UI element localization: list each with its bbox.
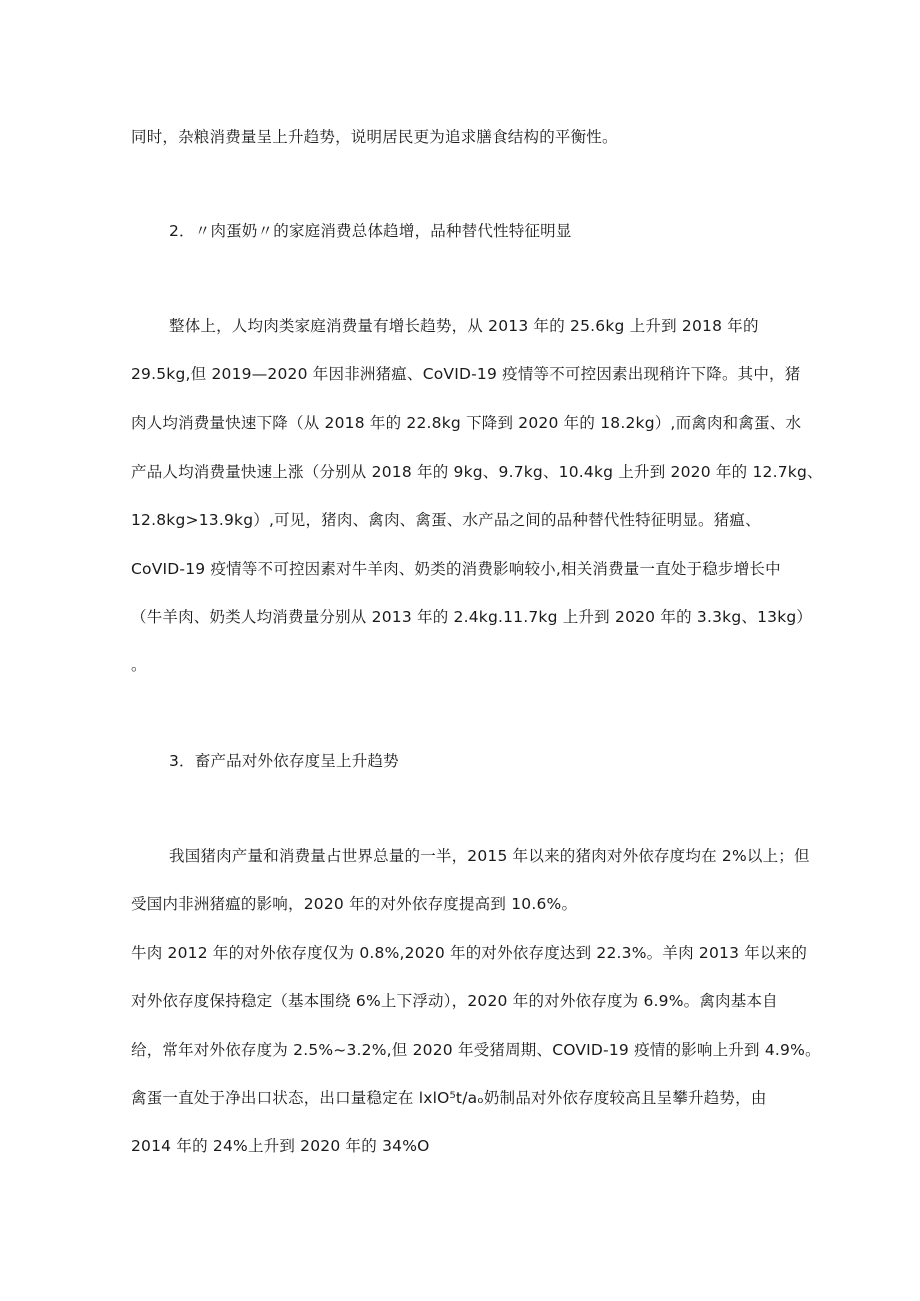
- paragraph-line: 我国猪肉产量和消费量占世界总量的一半，2015 年以来的猪肉对外依存度均在 2%以上；但: [169, 847, 810, 865]
- paragraph-line: 给，常年对外依存度为 2.5%~3.2%,但 2020 年受猪周期、COVID-19 疫情的影响上升到 4.9%。: [131, 1041, 821, 1059]
- paragraph-line: 12.8kg>13.9kg）,可见，猪肉、禽肉、禽蛋、水产品之间的品种替代性特征明显。猪瘟、: [131, 511, 761, 529]
- paragraph-line: 29.5kg,但 2019—2020 年因非洲猪瘟、CoVID-19 疫情等不可控因素出现稍许下降。其中，猪: [131, 365, 801, 383]
- paragraph-line: 牛肉 2012 年的对外依存度仅为 0.8%,2020 年的对外依存度达到 22.3%。羊肉 2013 年以来的: [131, 944, 808, 962]
- paragraph-line: 肉人均消费量快速下降（从 2018 年的 22.8kg 下降到 2020 年的 18.2kg）,而禽肉和禽蛋、水: [131, 414, 802, 432]
- paragraph-line: 产品人均消费量快速上涨（分别从 2018 年的 9kg、9.7kg、10.4kg 上升到 2020 年的 12.7kg、: [131, 463, 823, 481]
- paragraph-line: 整体上，人均肉类家庭消费量有增长趋势，从 2013 年的 25.6kg 上升到 2018 年的: [169, 317, 759, 335]
- paragraph-line: 2014 年的 24%上升到 2020 年的 34%O: [131, 1137, 430, 1155]
- paragraph-line: 。: [131, 656, 147, 674]
- paragraph-line: （牛羊肉、奶类人均消费量分别从 2013 年的 2.4kg.11.7kg 上升到 2020 年的 3.3kg、13kg）: [131, 608, 813, 626]
- intro-text-line: 同时，杂粮消费量呈上升趋势，说明居民更为追求膳食结构的平衡性。: [131, 128, 618, 146]
- section-2-heading: 2．〃肉蛋奶〃的家庭消费总体趋增，品种替代性特征明显: [169, 222, 572, 240]
- paragraph-line: 禽蛋一直处于净出口状态，出口量稳定在 lxlO⁵t∕aₒ奶制品对外依存度较高且呈攀升趋势，由: [131, 1089, 767, 1107]
- paragraph-line: 受国内非洲猪瘟的影响，2020 年的对外依存度提高到 10.6%。: [131, 895, 578, 913]
- paragraph-line: CoVID-19 疫情等不可控因素对牛羊肉、奶类的消费影响较小,相关消费量一直处于稳步增长中: [131, 560, 781, 578]
- section-3-heading: 3．畜产品对外依存度呈上升趋势: [169, 752, 399, 770]
- paragraph-line: 对外依存度保持稳定（基本围绕 6%上下浮动），2020 年的对外依存度为 6.9%。禽肉基本自: [131, 992, 778, 1010]
